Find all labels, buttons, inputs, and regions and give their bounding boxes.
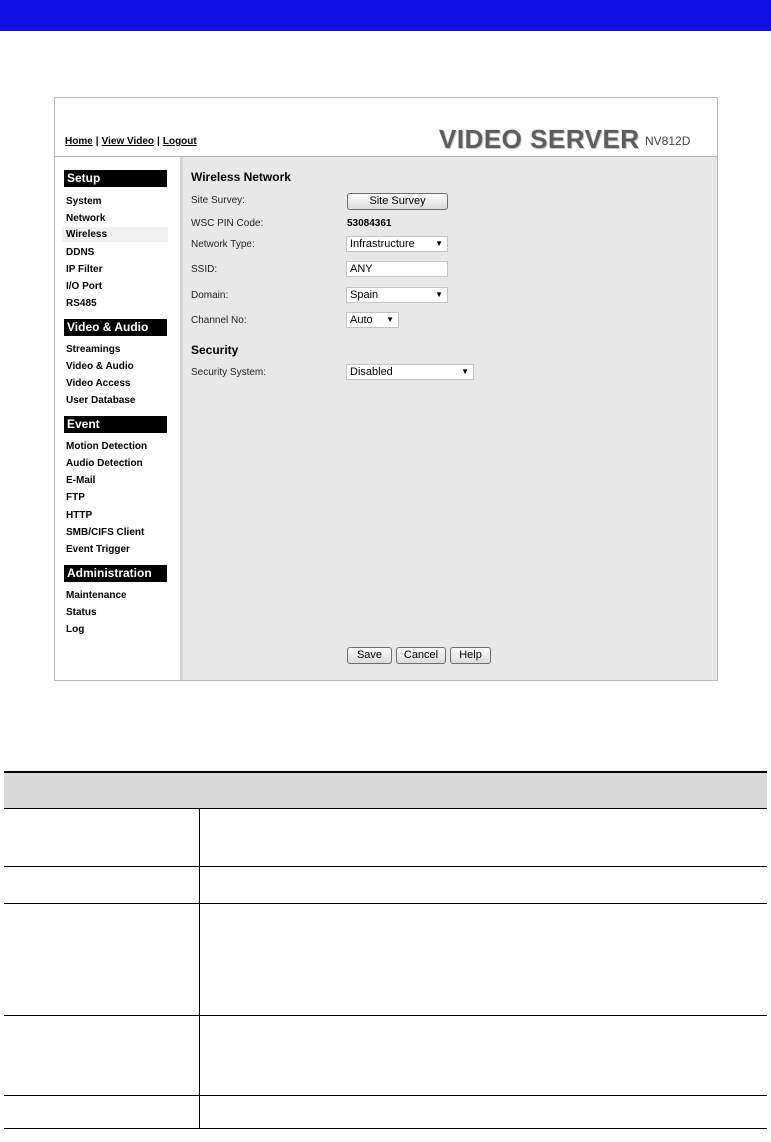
cancel-button[interactable]: Cancel [396,647,446,664]
ssid-label: SSID: [191,264,218,275]
table-row [4,904,767,1016]
security-heading: Security [191,343,239,357]
dropdown-caret-icon: ▼ [461,367,469,376]
channel-select[interactable] [346,312,399,328]
site-survey-label: Site Survey: [191,195,245,206]
sidebar-item-status[interactable]: Status [66,607,97,618]
site-survey-button[interactable]: Site Survey [347,193,448,210]
sidebar-item-log[interactable]: Log [66,624,85,635]
home-link[interactable]: Home [65,136,93,147]
save-button[interactable]: Save [347,647,392,664]
table-row [4,1096,767,1129]
sidebar-item-video-audio[interactable]: Video & Audio [66,361,134,372]
ssid-input[interactable] [346,261,448,277]
section-header-video-audio: Video & Audio [64,319,167,336]
video-server-logo: VIDEO SERVER [439,124,640,154]
section-header-setup: Setup [64,170,167,187]
dropdown-caret-icon: ▼ [386,315,394,324]
sidebar-item-system[interactable]: System [66,196,102,207]
table-row [4,867,767,904]
sidebar-item-network[interactable]: Network [66,213,106,224]
channel-label: Channel No: [191,315,247,326]
security-system-select[interactable] [346,364,474,380]
sidebar-item-ftp[interactable]: FTP [66,492,85,503]
network-type-label: Network Type: [191,239,255,250]
link-separator: | [95,136,99,147]
table-row [4,1016,767,1096]
sidebar-item-streamings[interactable]: Streamings [66,344,121,355]
network-type-value: Infrastructure [350,238,415,250]
sidebar-item-video-access[interactable]: Video Access [66,378,131,389]
table-cell [4,904,200,1016]
document-title-bar [0,0,771,31]
table-cell [4,867,200,904]
sidebar-item-event-trigger[interactable]: Event Trigger [66,544,130,555]
model-label: NV812D [645,134,691,148]
table-cell [4,1016,200,1096]
link-separator: | [157,136,160,147]
help-button[interactable]: Help [450,647,491,664]
sidebar-item-io-port[interactable]: I/O Port [66,281,103,292]
wsc-pin-value: 53084361 [347,218,392,229]
dropdown-caret-icon: ▼ [435,239,443,248]
domain-value: Spain [350,289,379,301]
wireless-network-heading: Wireless Network [191,170,291,184]
sidebar-item-rs485[interactable]: RS485 [66,298,97,309]
screenshot-frame [54,97,718,681]
field-description-table [4,771,767,1129]
table-cell [200,1016,768,1096]
main-content [191,157,711,677]
sidebar-item-ip-filter[interactable]: IP Filter [66,264,103,275]
section-header-administration: Administration [64,565,167,582]
table-row [4,809,767,867]
domain-select[interactable] [346,287,448,303]
sidebar-item-ddns[interactable]: DDNS [66,247,95,258]
ssid-value: ANY [350,263,373,275]
table-cell [200,1096,768,1129]
header [55,98,717,157]
table-cell [200,904,768,1016]
logout-link[interactable]: Logout [162,136,197,147]
sidebar [55,157,183,680]
table-header-cell [4,772,767,809]
security-system-label: Security System: [191,367,267,378]
table-cell [200,809,768,867]
dropdown-caret-icon: ▼ [435,290,443,299]
domain-label: Domain: [191,290,229,301]
view-video-link[interactable]: View Video [101,136,155,147]
table-header-row [4,772,767,809]
channel-value: Auto [350,314,373,326]
network-type-select[interactable] [346,236,448,252]
sidebar-item-audio-detection[interactable]: Audio Detection [66,458,143,469]
sidebar-item-user-database[interactable]: User Database [66,395,136,406]
sidebar-item-smb-cifs-client[interactable]: SMB/CIFS Client [66,527,145,538]
top-links [65,136,197,147]
sidebar-item-motion-detection[interactable]: Motion Detection [66,441,148,452]
table-cell [4,1096,200,1129]
section-header-event: Event [64,416,167,433]
sidebar-item-email[interactable]: E-Mail [66,475,96,486]
table-cell [4,809,200,867]
security-system-value: Disabled [350,366,393,378]
sidebar-item-http[interactable]: HTTP [66,510,93,521]
sidebar-item-wireless[interactable]: Wireless [62,227,168,242]
sidebar-item-maintenance[interactable]: Maintenance [66,590,127,601]
table-cell [200,867,768,904]
wsc-pin-label: WSC PIN Code: [191,218,264,229]
